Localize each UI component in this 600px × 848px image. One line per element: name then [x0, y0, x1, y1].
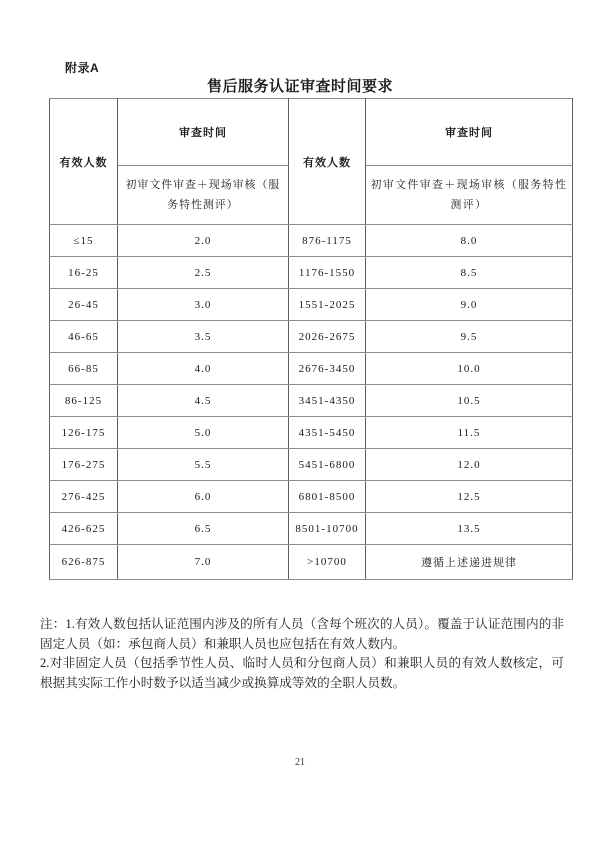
review-time-cell: 3.0	[118, 289, 289, 321]
people-range-cell: 1176-1550	[289, 257, 366, 289]
review-time-cell: 2.5	[118, 257, 289, 289]
table-row	[50, 449, 573, 481]
people-range-cell: 5451-6800	[289, 449, 366, 481]
notes-block	[40, 615, 564, 693]
table-header-row-1	[50, 99, 573, 166]
page-title: 售后服务认证审查时间要求	[206, 78, 393, 95]
review-time-cell: 2.0	[118, 225, 289, 257]
subheader-initial-audit-right: 初审文件审查＋现场审核（服务特性测评）	[366, 166, 573, 225]
review-time-cell: 10.5	[366, 385, 573, 417]
review-time-cell: 8.5	[366, 257, 573, 289]
subheader-initial-audit-left: 初审文件审查＋现场审核（服务特性测评）	[118, 166, 289, 225]
header-effective-people-right: 有效人数	[289, 99, 366, 225]
table-row	[50, 481, 573, 513]
review-time-cell: 9.5	[366, 321, 573, 353]
appendix-label: 附录A	[65, 61, 100, 75]
table-row	[50, 385, 573, 417]
table-body	[50, 225, 573, 580]
header-review-time-left: 审查时间	[118, 99, 289, 166]
people-range-cell: 1551-2025	[289, 289, 366, 321]
people-range-cell: 626-875	[50, 545, 118, 580]
people-range-cell: 176-275	[50, 449, 118, 481]
people-range-cell: 2676-3450	[289, 353, 366, 385]
people-range-cell: 426-625	[50, 513, 118, 545]
people-range-cell: 26-45	[50, 289, 118, 321]
people-range-cell: ≤15	[50, 225, 118, 257]
review-time-cell: 遵循上述递进规律	[366, 545, 573, 580]
note-1: 注：1.有效人数包括认证范围内涉及的所有人员（含每个班次的人员）。覆盖于认证范围内的非固定人员（如：承包商人员）和兼职人员也应包括在有效人数内。	[40, 617, 564, 651]
review-time-cell: 13.5	[366, 513, 573, 545]
review-time-cell: 10.0	[366, 353, 573, 385]
table-row	[50, 289, 573, 321]
page-number: 21	[295, 757, 305, 768]
review-time-cell: 12.0	[366, 449, 573, 481]
people-range-cell: 3451-4350	[289, 385, 366, 417]
people-range-cell: 126-175	[50, 417, 118, 449]
people-range-cell: 66-85	[50, 353, 118, 385]
people-range-cell: 2026-2675	[289, 321, 366, 353]
note-2: 2.对非固定人员（包括季节性人员、临时人员和分包商人员）和兼职人员的有效人数核定，可根据其实际工作小时数予以适当减少或换算成等效的全职人员数。	[40, 656, 564, 690]
table-row	[50, 545, 573, 580]
people-range-cell: 276-425	[50, 481, 118, 513]
review-time-cell: 8.0	[366, 225, 573, 257]
review-time-cell: 6.5	[118, 513, 289, 545]
review-time-cell: 6.0	[118, 481, 289, 513]
review-time-cell: 5.0	[118, 417, 289, 449]
table-row	[50, 257, 573, 289]
people-range-cell: >10700	[289, 545, 366, 580]
table-row	[50, 417, 573, 449]
people-range-cell: 16-25	[50, 257, 118, 289]
header-review-time-right: 审查时间	[366, 99, 573, 166]
header-effective-people-left: 有效人数	[50, 99, 118, 225]
review-time-cell: 11.5	[366, 417, 573, 449]
review-time-cell: 4.0	[118, 353, 289, 385]
table-row	[50, 513, 573, 545]
people-range-cell: 8501-10700	[289, 513, 366, 545]
table-row	[50, 321, 573, 353]
people-range-cell: 6801-8500	[289, 481, 366, 513]
review-time-cell: 7.0	[118, 545, 289, 580]
people-range-cell: 876-1175	[289, 225, 366, 257]
review-time-cell: 5.5	[118, 449, 289, 481]
review-time-cell: 12.5	[366, 481, 573, 513]
table-row	[50, 225, 573, 257]
audit-time-table	[49, 98, 573, 580]
people-range-cell: 86-125	[50, 385, 118, 417]
people-range-cell: 4351-5450	[289, 417, 366, 449]
review-time-cell: 9.0	[366, 289, 573, 321]
table-row	[50, 353, 573, 385]
review-time-cell: 3.5	[118, 321, 289, 353]
review-time-cell: 4.5	[118, 385, 289, 417]
people-range-cell: 46-65	[50, 321, 118, 353]
